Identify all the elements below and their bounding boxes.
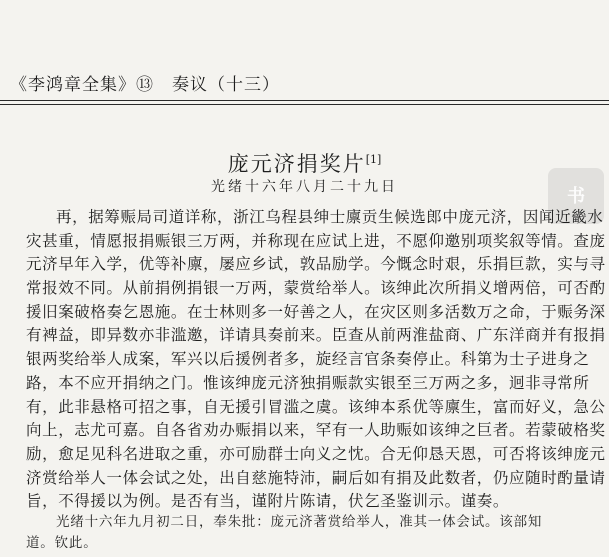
- memorial-body: [26, 206, 604, 514]
- body-line: 再，据筹赈局司道详称，浙江乌程县绅士廪贡生候选郎中庞元济，因闻近畿水: [56, 208, 604, 226]
- header-rule-bottom: [0, 104, 609, 105]
- document-title-text: 庞元济捐奖片: [227, 152, 366, 176]
- body-line: 灾甚重，情愿报捐赈银三万两，并称现在应试上进，不愿仰邀别项奖叙等情。查庞: [26, 231, 606, 250]
- body-line: 向上，志尤可嘉。自各省劝办赈捐以来，罕有一人助赈如该绅之巨者。若蒙破格奖: [26, 421, 606, 440]
- footnote-marker: [1]: [365, 153, 382, 166]
- imperial-rescript: [26, 512, 604, 554]
- header-rule-top: [0, 100, 609, 101]
- body-line: 济赏给举人一体会试之处，出自慈施特沛，嗣后如有捐及此数者，仍应随时酌量请: [26, 468, 606, 487]
- body-line: 元济早年入学，优等补廪，屡应乡试，敦品励学。今慨念时艰，乐捐巨款，实与寻: [26, 255, 606, 274]
- body-line: 路，本不应开捐纳之门。惟该绅庞元济独捐赈款实银至三万两之多，迥非寻常所: [26, 373, 590, 392]
- document-date: 光绪十六年八月二十九日: [211, 179, 398, 195]
- body-line: 有裨益，即异数亦非滥邀，详请具奏前来。臣查从前两淮盐商、广东洋商并有报捐: [26, 326, 606, 345]
- body-line: 旨，不得援以为例。是否有当，谨附片陈请，伏乞圣鉴训示。谨奏。: [26, 492, 510, 511]
- body-line: 励，愈足见科名进取之重，亦可励群士向义之忱。合无仰恳天恩，可否将该绅庞元: [26, 444, 606, 463]
- book-title: 《李鸿章全集》⑬: [10, 75, 154, 95]
- edict-line: 光绪十六年九月初二日，奉朱批：庞元济著赏给举人，准其一体会试。该部知: [56, 514, 543, 530]
- body-line: 常报效不同。从前捐例捐银一万两，蒙赏给举人。该绅此次所捐义增两倍，可否酌: [26, 279, 606, 298]
- body-line: 有，此非悬格可招之事，自无援引冒滥之虞。该绅本系优等廪生，富而好义，急公: [26, 397, 606, 416]
- section-title: 奏议（十三）: [172, 75, 280, 95]
- body-line: 银两奖给举人成案，军兴以后援例者多，旋经言官条奏停止。科第为士子进身之: [26, 350, 590, 369]
- document-title: [0, 148, 609, 178]
- watermark-text: 书: [567, 186, 585, 207]
- body-line: 援旧案破格奏乞恩施。在士林则多一好善之人，在灾区则多活数万之命，于赈务深: [26, 302, 606, 321]
- edict-line: 道。钦此。: [26, 535, 98, 551]
- running-header: [10, 70, 530, 95]
